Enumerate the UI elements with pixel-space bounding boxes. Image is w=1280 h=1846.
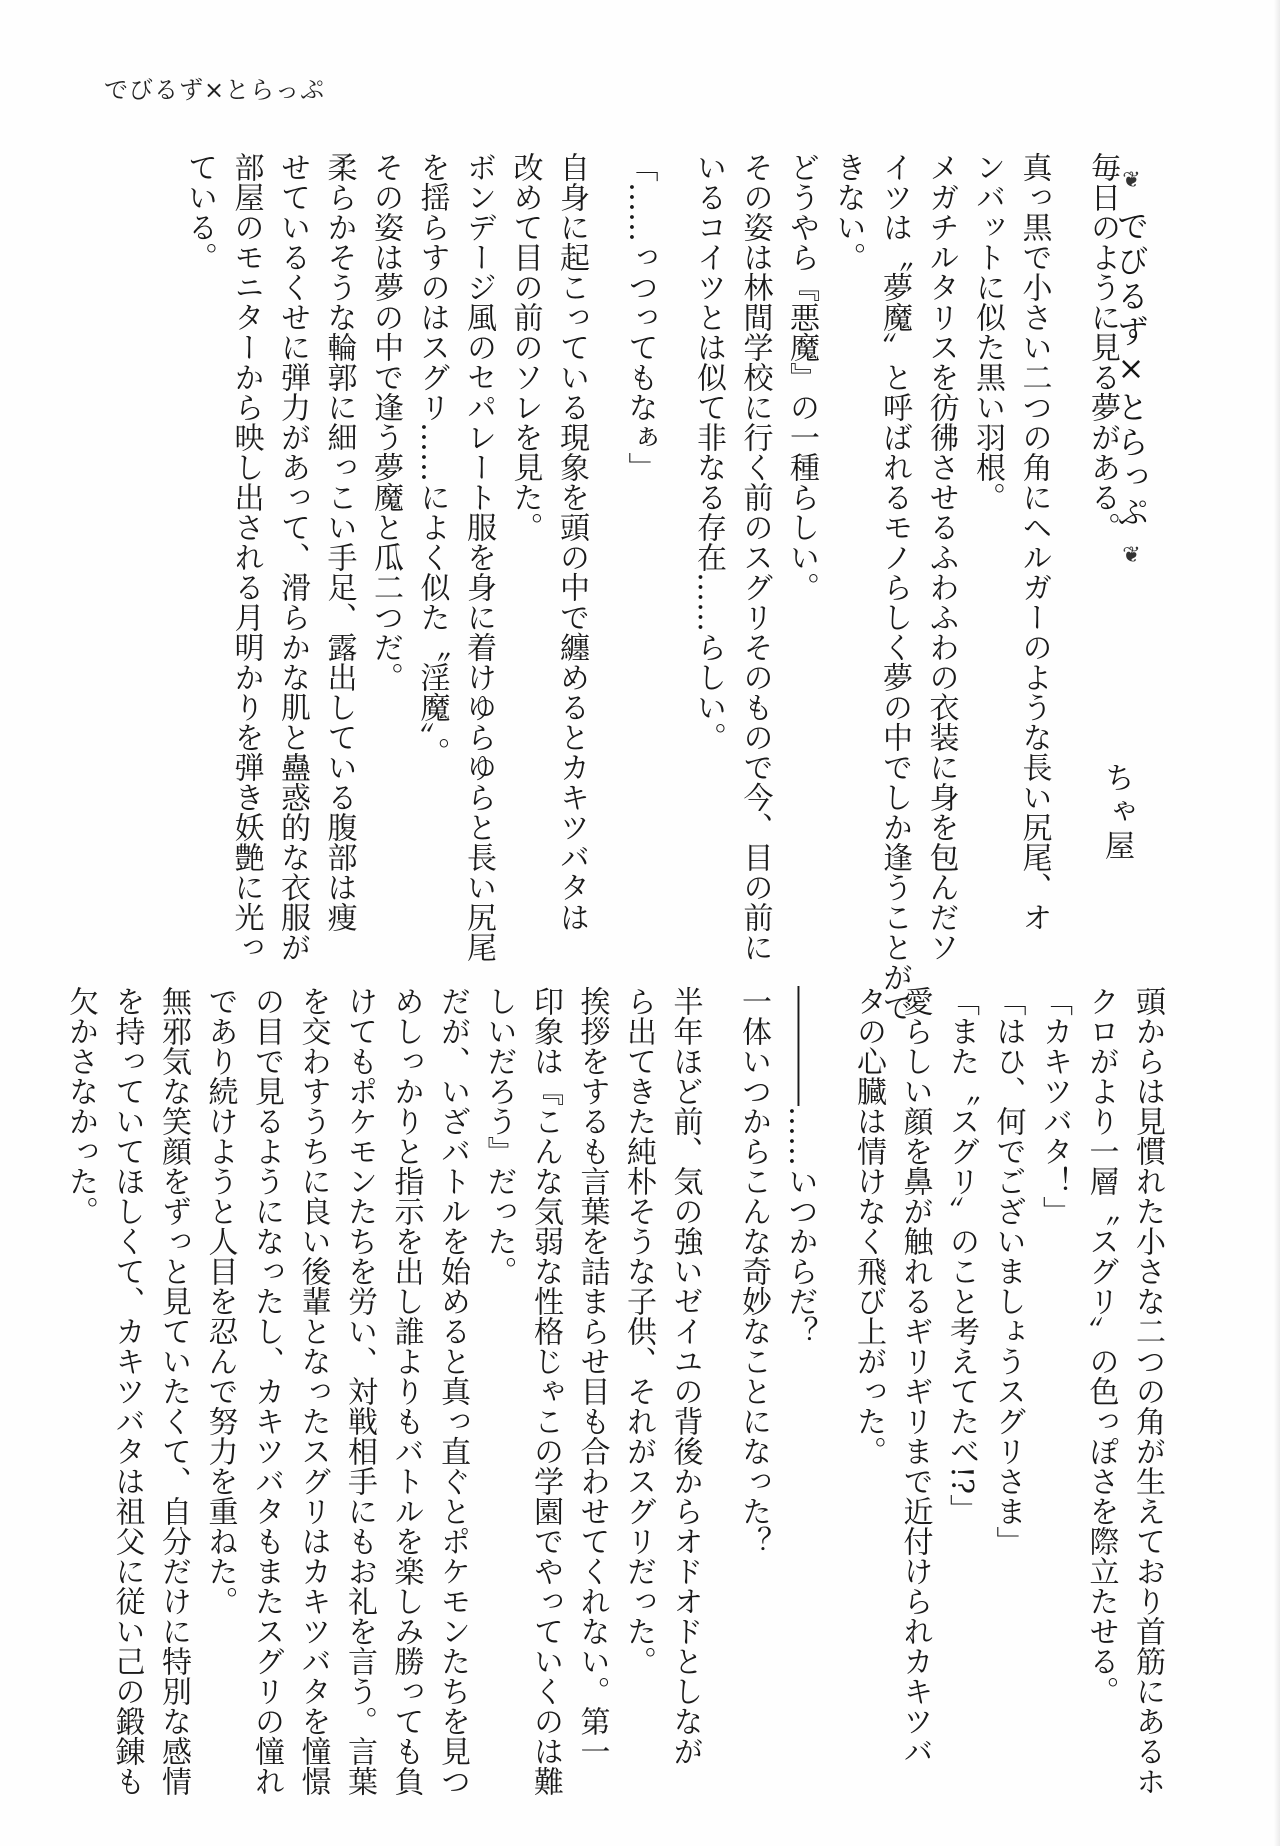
scan-edge-shadow (1274, 0, 1280, 1846)
paragraph-gap (708, 986, 730, 1786)
text-line: 一体いつからこんな奇妙なことになった？ (736, 986, 771, 1556)
author-name: ちゃ屋 (1099, 762, 1134, 864)
text-line: 欠かさなかった。 (63, 986, 98, 1226)
text-line: 無邪気な笑顔をずっと見ていたくて、自分だけに特別な感情 (156, 986, 191, 1796)
text-line: めしっかりと指示を出し誰よりもバトルを楽しみ勝っても負 (388, 986, 424, 1796)
text-line: ら出てきた純朴そうな子供、それがスグリだった。 (621, 986, 656, 1676)
text-line: ボンデージ風のセパレート服を身に着けゆらゆらと長い尻尾 (461, 152, 496, 962)
text-line: ている。 (182, 152, 217, 272)
text-line: の目で見るようになったし、カキツバタもまたスグリの憧れ (249, 986, 284, 1796)
text-line: ――――……いつからだ？ (782, 986, 818, 1346)
text-line: 頭からは見慣れた小さな二つの角が生えており首筋にあるホ (1130, 986, 1165, 1796)
text-line: けてもポケモンたちを労い、対戦相手にもお礼を言う。言葉 (342, 986, 377, 1796)
text-line: 改めて目の前のソレを見た。 (507, 152, 543, 542)
text-line: 半年ほど前、気の強いゼイユの背後からオドオドとしなが (667, 986, 703, 1766)
text-line: しいだろう』だった。 (481, 986, 517, 1286)
text-line: 愛らしい顔を鼻が触れるギリギリまで近付けられカキツバ (897, 986, 933, 1766)
paragraph-gap (663, 152, 685, 912)
text-line: その姿は林間学校に行く前のスグリそのもので今、目の前に (737, 152, 773, 962)
text-line: きない。 (830, 152, 866, 272)
paragraph-gap (594, 152, 616, 912)
lower-text-block (57, 986, 1171, 1796)
paragraph-gap (1057, 152, 1079, 912)
text-line: 自身に起こっている現象を頭の中で纏めるとカキツバタは (554, 152, 589, 932)
text-line: を持っていてほしくて、カキツバタは祖父に従い己の鍛錬も (109, 986, 145, 1796)
text-line: 挨拶をするも言葉を詰まらせ目も合わせてくれない。第一 (574, 986, 610, 1766)
text-line: ンバットに似た黒い羽根。 (970, 152, 1005, 512)
text-line: 柔らかそうな輪郭に細っこい手足、露出している腹部は痩 (321, 152, 357, 932)
text-line: 印象は『こんな気弱な性格じゃこの学園でやっていくのは難 (528, 986, 563, 1796)
text-line: 毎日のように見る夢がある。 (1085, 152, 1120, 542)
text-line: 部屋のモニターから映し出される月明かりを弾き妖艶に光っ (228, 152, 264, 962)
fleuron-left-icon: ❦ (1119, 168, 1144, 196)
text-line: せているくせに弾力があって、滑らかな肌と蠱惑的な衣服が (275, 152, 310, 962)
text-line: 「はひ、何でございましょうスグリさま」 (990, 986, 1026, 1556)
story-title-text: でびるず×とらっぷ (1112, 209, 1150, 531)
text-line: その姿は夢の中で逢う夢魔と瓜二つだ。 (368, 152, 403, 692)
text-line: どうやら『悪魔』の一種らしい。 (784, 152, 819, 602)
running-head: でびるず×とらっぷ (104, 76, 326, 104)
text-line: であり続けようと人目を忍んで努力を重ねた。 (202, 986, 238, 1616)
text-line: を揺らすのはスグリ……によく似た〝淫魔〟。 (414, 152, 450, 767)
paragraph-gap (823, 986, 845, 1786)
text-line: を交わすうちに良い後輩となったスグリはカキツバタを憧憬 (295, 986, 331, 1796)
text-line: だが、いざバトルを始めると真っ直ぐとポケモンたちを見つ (435, 986, 470, 1796)
text-line: 「カキツバタ！」 (1037, 986, 1072, 1226)
text-line: 真っ黒で小さい二つの角にヘルガーのような長い尻尾、オ (1016, 152, 1052, 932)
text-line: タの心臓は情けなく飛び上がった。 (851, 986, 886, 1466)
text-line: クロがより一層〝スグリ〟の色っぽさを際立たせる。 (1083, 986, 1119, 1706)
text-line: イツは〝夢魔〟と呼ばれるモノらしく夢の中でしか逢うことがで (877, 152, 912, 1022)
text-line: メガチルタリスを彷彿させるふわふわの衣装に身を包んだソ (923, 152, 959, 962)
text-line: 「……っつってもなぁ」 (622, 152, 658, 482)
text-line: 「また〝スグリ〟のこと考えてたべ!?」 (944, 986, 979, 1525)
upper-text-block (176, 152, 1126, 1022)
text-line: いるコイツとは似て非なる存在……らしい。 (691, 152, 726, 752)
fleuron-right-icon: ❦ (1119, 543, 1144, 572)
